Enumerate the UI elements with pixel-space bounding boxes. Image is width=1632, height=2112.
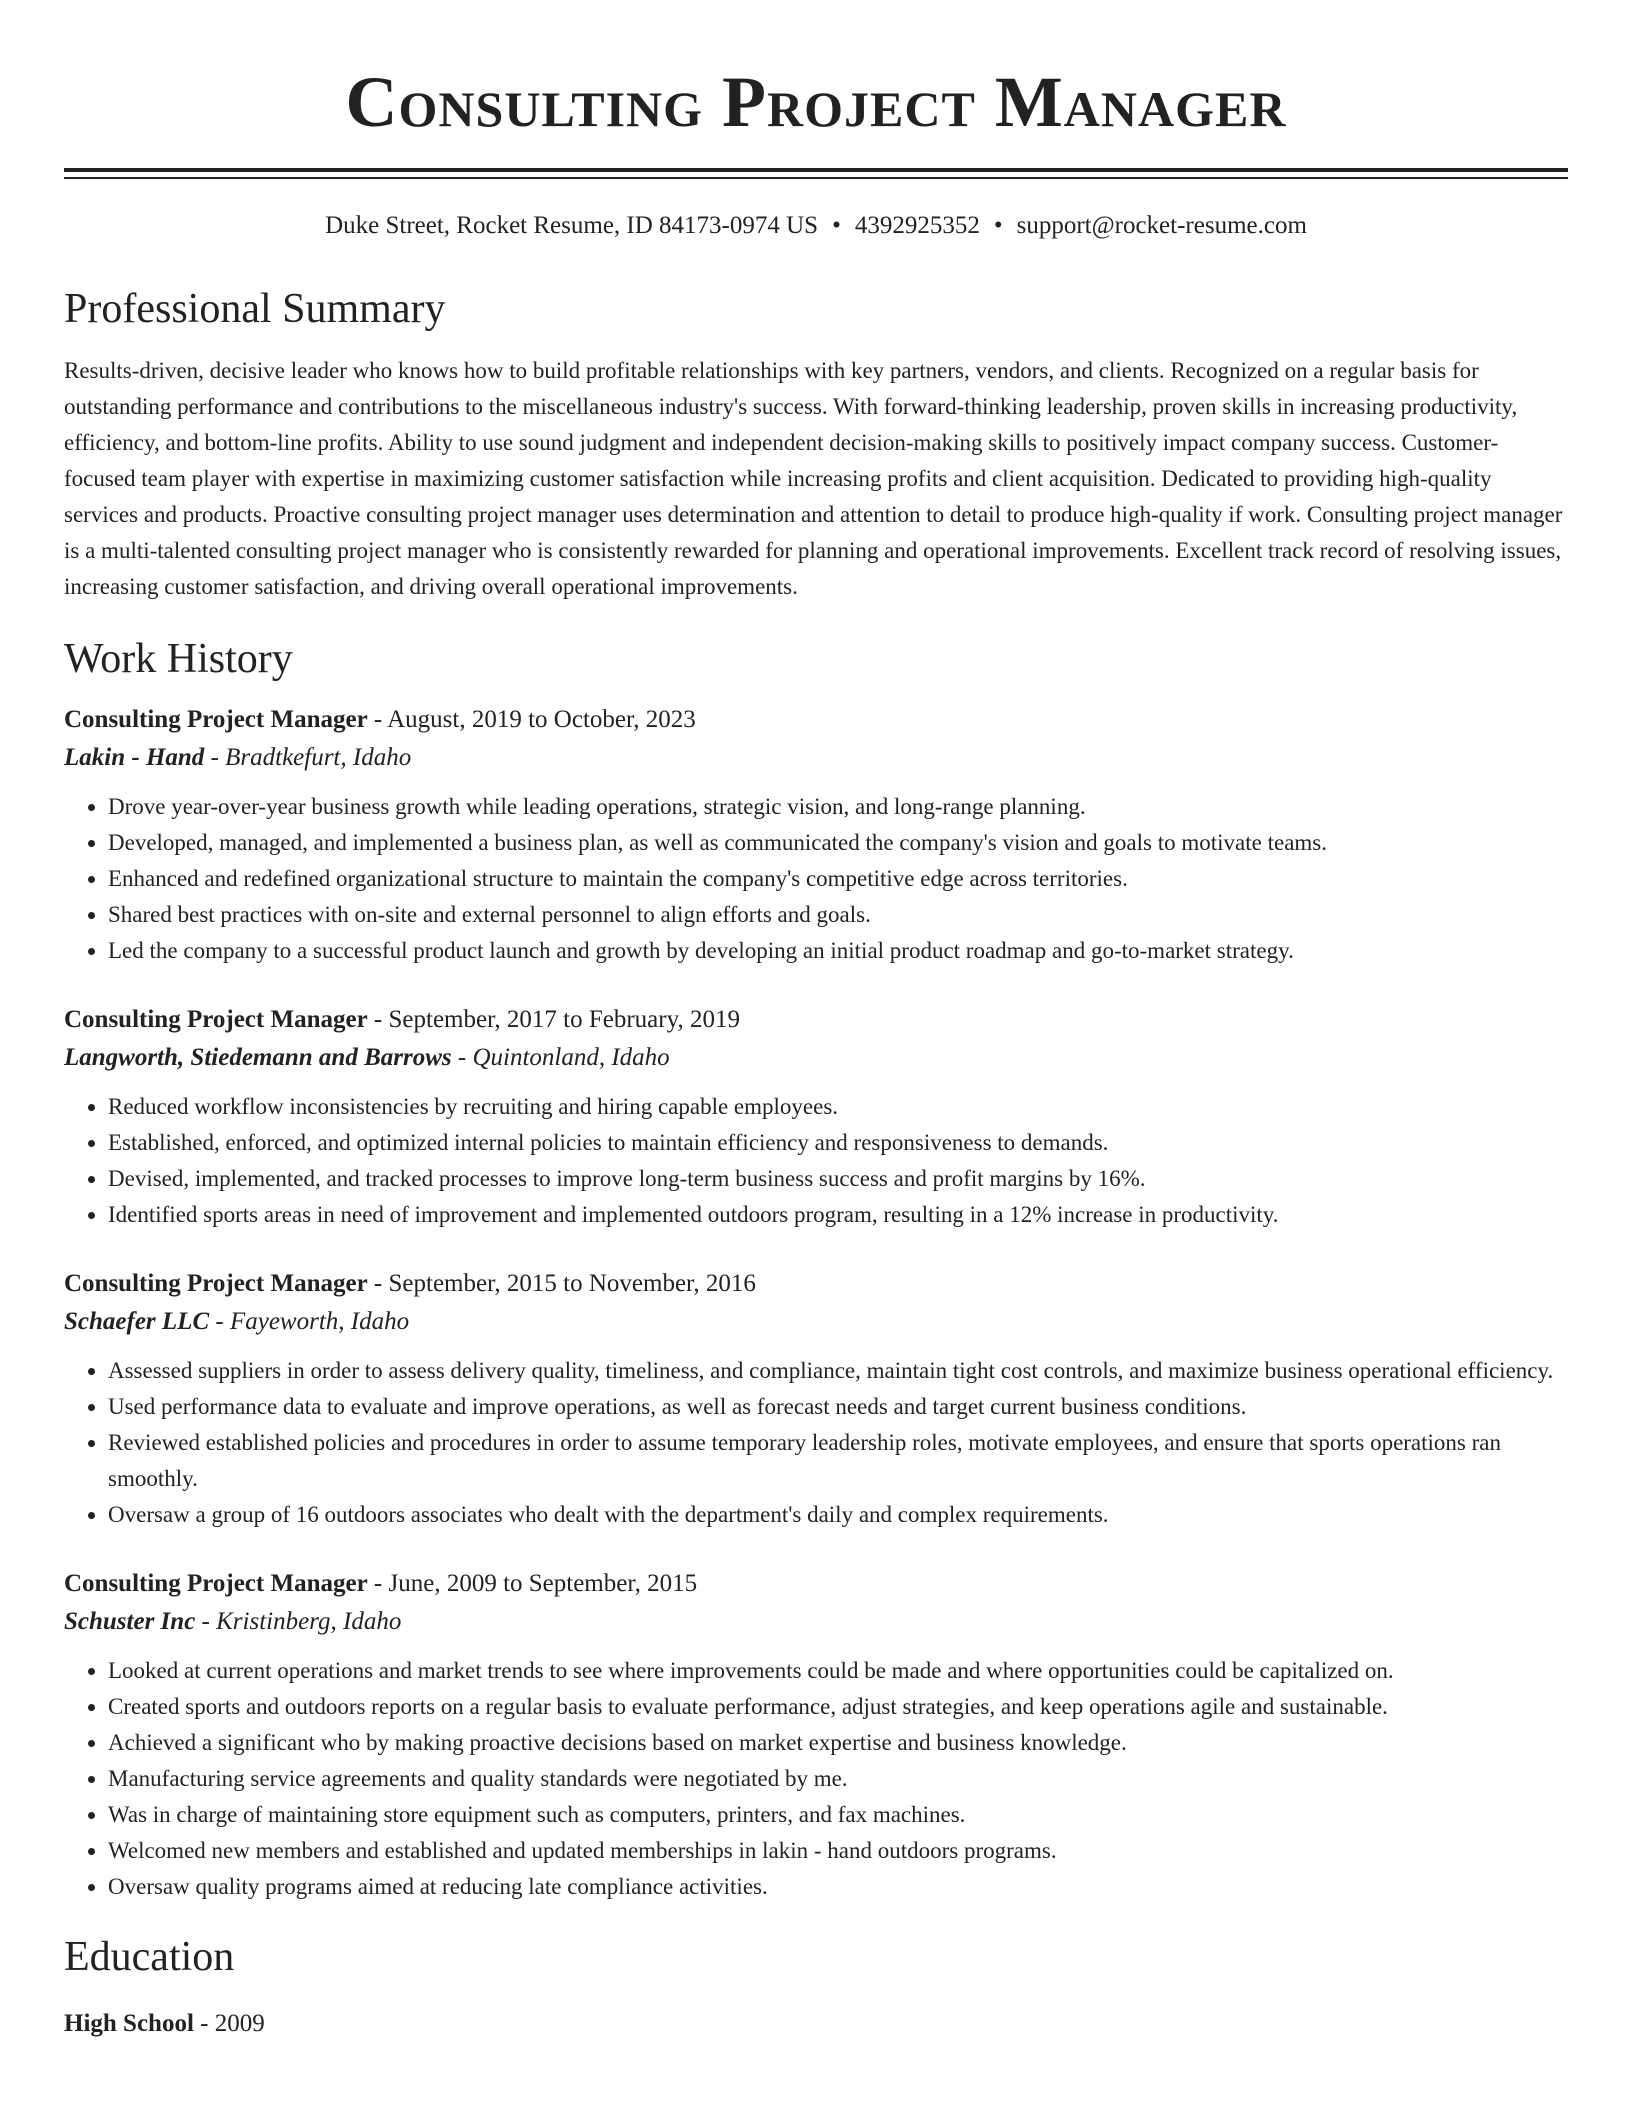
job-title-line xyxy=(64,1265,1568,1303)
education-entry xyxy=(64,2005,1568,2043)
summary-text: Results-driven, decisive leader who knows how to build profitable relationships with key partners, vendors, and clients. Recognized on a regular basis for outstanding performance and contributions to the miscellaneous industry's success. With forward-thinking leadership, proven skills in increasing productivity, efficiency, and bottom-line profits. Ability to use sound judgment and independent decision-making skills to positively impact company success. Customer-focused team player with expertise in maximizing customer satisfaction while increasing profits and client acquisition. Dedicated to providing high-quality services and products. Proactive consulting project manager uses determination and attention to detail to produce high-quality if work. Consulting project manager is a multi-talented consulting project manager who is consistently rewarded for planning and operational improvements. Excellent track record of resolving issues, increasing customer satisfaction, and driving overall operational improvements. xyxy=(64,358,1563,599)
job-bullet: • Led the company to a successful product launch and growth by developing an initial product roadmap and go-to-market strategy. xyxy=(108,933,1568,969)
job-bullet: • Enhanced and redefined organizational structure to maintain the company's competitive edge across territories. xyxy=(108,861,1568,897)
job-entry xyxy=(64,1565,1568,1905)
job-bullet: • Drove year-over-year business growth while leading operations, strategic vision, and long-range planning. xyxy=(108,789,1568,825)
job-bullets xyxy=(64,789,1568,969)
job-bullet: • Looked at current operations and market trends to see where improvements could be made and where opportunities could be capitalized on. xyxy=(108,1653,1568,1689)
resume-page xyxy=(64,0,1568,2043)
contact-address: Duke Street, Rocket Resume, ID 84173-0974 US xyxy=(325,212,819,239)
job-bullets xyxy=(64,1353,1568,1533)
job-role: Consulting Project Manager xyxy=(64,706,368,733)
title-rule-thin xyxy=(64,177,1568,179)
job-entry xyxy=(64,1265,1568,1533)
job-company: Schaefer LLC xyxy=(64,1308,210,1335)
job-bullet: • Reduced workflow inconsistencies by recruiting and hiring capable employees. xyxy=(108,1089,1568,1125)
contact-separator: • xyxy=(832,212,841,239)
job-bullet: • Used performance data to evaluate and improve operations, as well as forecast needs and target current business conditions. xyxy=(108,1389,1568,1425)
title-rule-thick xyxy=(64,168,1568,172)
job-company-line xyxy=(64,1039,1568,1077)
job-bullet: • Was in charge of maintaining store equipment such as computers, printers, and fax machines. xyxy=(108,1797,1568,1833)
job-bullet: • Shared best practices with on-site and external personnel to align efforts and goals. xyxy=(108,897,1568,933)
education-list xyxy=(64,2005,1568,2043)
job-location: - Quintonland, Idaho xyxy=(451,1044,670,1071)
job-company: Lakin - Hand xyxy=(64,744,205,771)
job-entry xyxy=(64,1001,1568,1233)
job-bullet: • Identified sports areas in need of improvement and implemented outdoors program, resulting in a 12% increase in productivity. xyxy=(108,1197,1568,1233)
job-company: Langworth, Stiedemann and Barrows xyxy=(64,1044,452,1071)
job-title-line xyxy=(64,1565,1568,1603)
contact-email: support@rocket-resume.com xyxy=(1016,212,1307,239)
job-bullets xyxy=(64,1653,1568,1905)
job-bullet: • Reviewed established policies and procedures in order to assume temporary leadership roles, motivate employees, and ensure that sports operations ran smoothly. xyxy=(108,1425,1568,1497)
summary-heading: Professional Summary xyxy=(64,286,446,332)
job-bullet: • Created sports and outdoors reports on a regular basis to evaluate performance, adjust strategies, and keep operations agile and sustainable. xyxy=(108,1689,1568,1725)
job-bullet: • Oversaw quality programs aimed at reducing late compliance activities. xyxy=(108,1869,1568,1905)
job-bullet: • Devised, implemented, and tracked processes to improve long-term business success and profit margins by 16%. xyxy=(108,1161,1568,1197)
contact-separator: • xyxy=(993,212,1003,239)
job-bullet: • Oversaw a group of 16 outdoors associates who dealt with the department's daily and complex requirements. xyxy=(108,1497,1568,1533)
job-entry xyxy=(64,701,1568,969)
job-location: - Fayeworth, Idaho xyxy=(209,1308,410,1335)
job-bullet: • Welcomed new members and established and updated memberships in lakin - hand outdoors programs. xyxy=(108,1833,1568,1869)
job-dates: - June, 2009 to September, 2015 xyxy=(367,1570,698,1597)
job-role: Consulting Project Manager xyxy=(64,1270,368,1297)
contact-line xyxy=(64,209,1568,243)
work-history-heading: Work History xyxy=(64,636,293,682)
job-dates: - September, 2017 to February, 2019 xyxy=(367,1006,740,1033)
job-company: Schuster Inc xyxy=(64,1608,196,1635)
contact-phone: 4392925352 xyxy=(854,212,980,239)
job-role: Consulting Project Manager xyxy=(64,1570,368,1597)
education-school: High School xyxy=(64,2010,194,2037)
education-heading: Education xyxy=(64,1934,235,1980)
education-year: - 2009 xyxy=(193,2010,265,2037)
job-location: - Bradtkefurt, Idaho xyxy=(204,744,412,771)
job-bullets xyxy=(64,1089,1568,1233)
job-company-line xyxy=(64,1303,1568,1341)
job-company-line xyxy=(64,739,1568,777)
resume-title: Consulting Project Manager xyxy=(345,62,1287,142)
job-dates: - September, 2015 to November, 2016 xyxy=(367,1270,756,1297)
job-location: - Kristinberg, Idaho xyxy=(195,1608,402,1635)
job-company-line xyxy=(64,1603,1568,1641)
job-bullet: • Developed, managed, and implemented a business plan, as well as communicated the company's vision and goals to motivate teams. xyxy=(108,825,1568,861)
work-history-list xyxy=(64,701,1568,1905)
job-title-line xyxy=(64,1001,1568,1039)
job-title-line xyxy=(64,701,1568,739)
job-bullet: • Achieved a significant who by making proactive decisions based on market expertise and business knowledge. xyxy=(108,1725,1568,1761)
job-dates: - August, 2019 to October, 2023 xyxy=(367,706,696,733)
job-bullet: • Established, enforced, and optimized internal policies to maintain efficiency and responsiveness to demands. xyxy=(108,1125,1568,1161)
job-role: Consulting Project Manager xyxy=(64,1006,368,1033)
job-bullet: • Manufacturing service agreements and quality standards were negotiated by me. xyxy=(108,1761,1568,1797)
job-bullet: • Assessed suppliers in order to assess delivery quality, timeliness, and compliance, maintain tight cost controls, and maximize business operational efficiency. xyxy=(108,1353,1568,1389)
